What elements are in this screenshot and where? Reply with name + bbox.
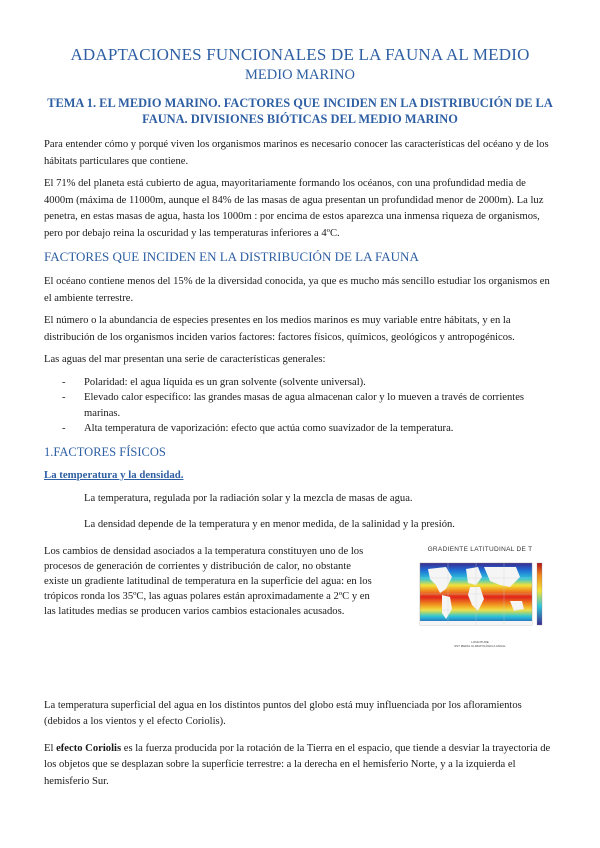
coriolis-definition: es la fuerza producida por la rotación de la Tierra en el espacio, que tiende a desviar la trayectoria de los objetos que se desplazan sobre la superficie terrestre: a la derecha en el hemisferio Norte, y a la izquierda el hemisferio Sur.: [44, 742, 551, 787]
list-item: - Polaridad: el agua líquida es un gran solvente (solvente universal).: [62, 375, 556, 391]
paragraph-coriolis: [44, 741, 556, 791]
paragraph-caracteristicas: Las aguas del mar presentan una serie de características generales:: [44, 354, 326, 365]
paragraph-intro: Para entender cómo y porqué viven los organismos marinos es necesario conocer las características del océano y de los hábitats particulares que contiene.: [44, 139, 549, 167]
paragraph-abundancia: El número o la abundancia de especies presentes en los medios marinos es muy variable entre hábitats, y en la distribución de los organismos inciden varios factores: factores físicos, químicos, geológicos y antropogénicos.: [44, 315, 515, 343]
section-heading-fisicos: 1.FACTORES FÍSICOS: [44, 444, 166, 459]
list-item: - Alta temperatura de vaporización: efecto que actúa como suavizador de la temperatura.: [62, 421, 556, 437]
coriolis-prefix: El: [44, 742, 57, 754]
list-item: - Elevado calor específico: las grandes masas de agua almacenan calor y lo mueven a través de corrientes marinas.: [62, 390, 556, 421]
link-temperatura-densidad[interactable]: La temperatura y la densidad.: [44, 468, 184, 481]
section-heading-factores: FACTORES QUE INCIDEN EN LA DISTRIBUCIÓN DE LA FAUNA: [44, 249, 419, 264]
paragraph-densidad: La densidad depende de la temperatura y en menor medida, de la salinidad y la presión.: [84, 519, 455, 530]
figure-title: GRADIENTE LATITUDINAL DE T: [427, 545, 533, 553]
paragraph-afloramientos: La temperatura superficial del agua en los distintos puntos del globo está muy influenciada por los afloramientos (debidos a los vientos y el efecto Coriolis).: [44, 699, 522, 727]
paragraph-diversidad: El océano contiene menos del 15% de la diversidad conocida, ya que es mucho más sencillo estudiar los organismos en el ambiente terrestre.: [44, 276, 550, 304]
paragraph-ocean: El 71% del planeta está cubierto de agua, mayoritariamente formando los océanos, con una profundidad media de 4000m (máxima de 11000m, aunque el 84% de las masas de agua presentan un profundidad menor de 2000m). La luz penetra, en estas masas de agua, hasta los 1000m : por encima de estos aparezca una inmensa riqueza de organismos, pero por debajo reina la oscuridad y las temperaturas inferiores a 4ºC.: [44, 178, 544, 239]
coriolis-term: efecto Coriolis: [56, 742, 122, 754]
figure-caption: SST MEDIA CLIMATOLÓGICA ANUAL: [454, 643, 506, 648]
sst-map-image: [406, 555, 554, 637]
sst-figure: [406, 546, 554, 646]
document-title: ADAPTACIONES FUNCIONALES DE LA FAUNA AL MEDIO: [70, 45, 530, 64]
figure-xlabel: LONGITUDE: [471, 639, 489, 644]
figure-text: [44, 544, 376, 625]
paragraph-temperatura: La temperatura, regulada por la radiación solar y la mezcla de masas de agua.: [84, 492, 413, 504]
document-subtitle: MEDIO MARINO: [245, 67, 355, 83]
paragraph-gradiente: Los cambios de densidad asociados a la temperatura constituyen uno de los procesos de generación de corrientes y distribución de calor, no obstante existe un gradiente latitudinal de temperatura en la superficie del agua: en los trópicos ronda los 35ºC, las aguas polares están aproximadamente a 2ºC y en las latitudes medias se producen varios cambios estacionales acusados.: [44, 545, 372, 617]
characteristics-list: [44, 375, 556, 437]
tema-heading: TEMA 1. EL MEDIO MARINO. FACTORES QUE INCIDEN EN LA DISTRIBUCIÓN DE LA FAUNA. DIVISIONES BIÓTICAS DEL MEDIO MARINO: [47, 96, 553, 126]
figure-row: [44, 544, 556, 646]
